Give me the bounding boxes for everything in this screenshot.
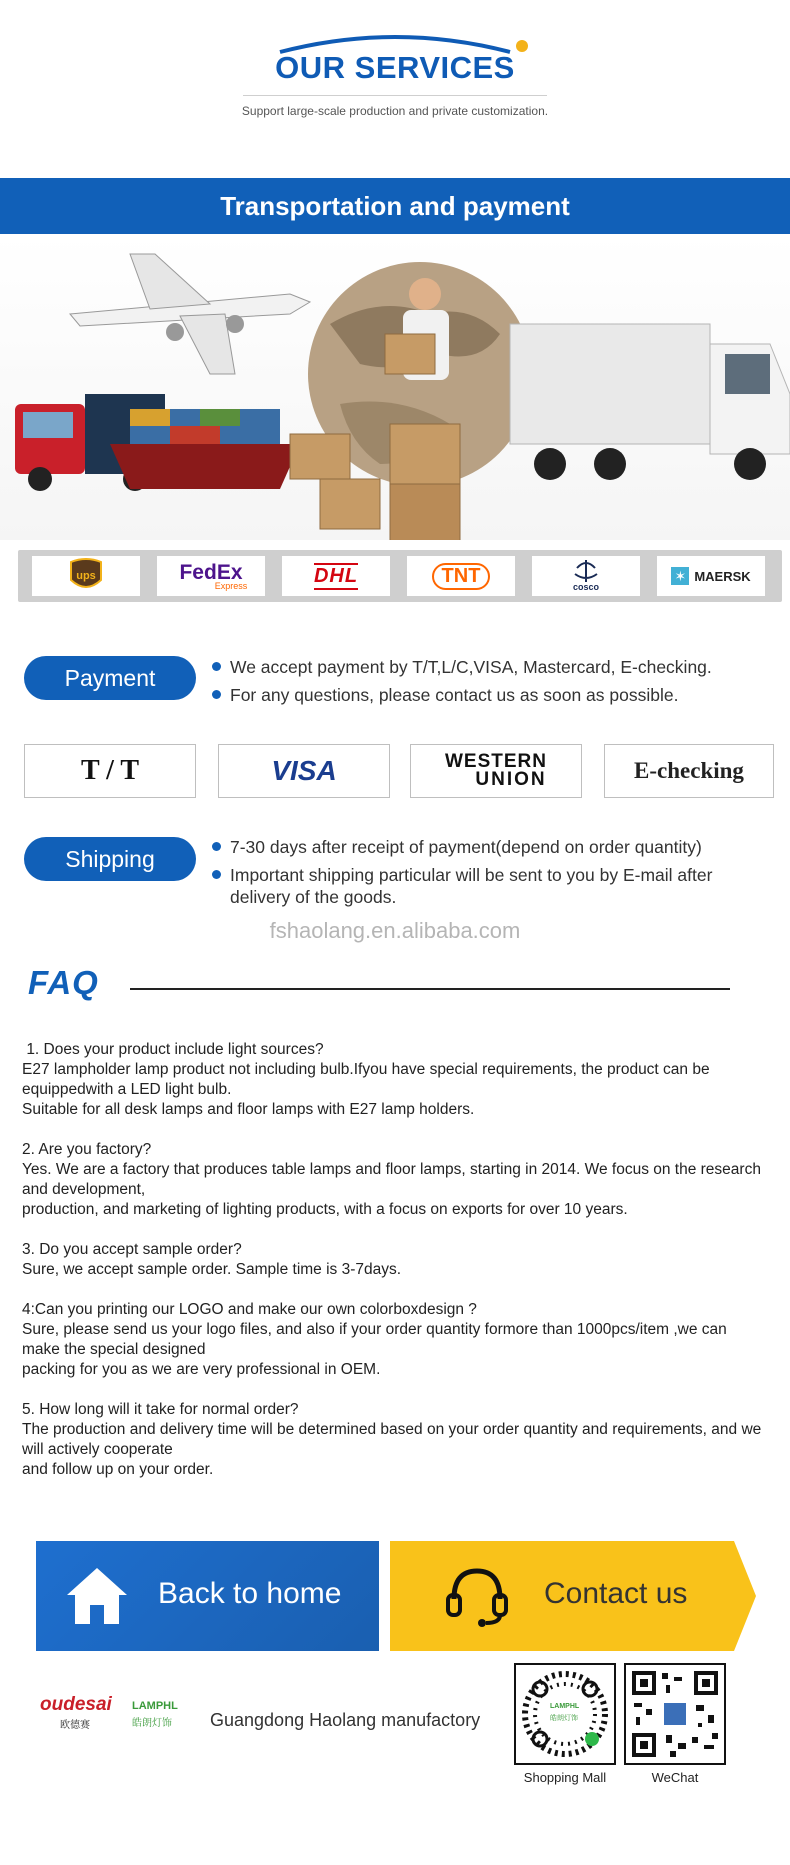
union-label: UNION: [475, 769, 547, 790]
faq-title: FAQ: [28, 964, 99, 1001]
payment-bullet-text: We accept payment by T/T,L/C,VISA, Mastercard, E-checking.: [230, 657, 712, 677]
transport-banner: Transportation and payment: [0, 178, 790, 234]
lamphl-cn-label: 皓朗灯饰: [132, 1718, 172, 1729]
faq-answer: Yes. We are a factory that produces table lamps and floor lamps, starting in 2014. We focus on the research and development,: [22, 1161, 766, 1198]
shipping-bullets: [212, 836, 772, 914]
shopping-mall-qr[interactable]: [514, 1663, 616, 1765]
faq-answer: E27 lampholder lamp product not including bulb.Ifyou have special requirements, the product can be equippedwith a LED light bulb.: [22, 1061, 714, 1098]
bullet-dot: [212, 842, 221, 851]
wechat-qr-icon: [626, 1665, 724, 1763]
transport-illustration: [0, 234, 790, 540]
dhl-label: DHL: [314, 563, 358, 590]
faq-question: 2. Are you factory?: [22, 1141, 152, 1158]
shipping-bullet: [212, 836, 772, 858]
faq-item: [22, 1400, 766, 1480]
watermark: fshaolang.en.alibaba.com: [269, 918, 521, 943]
payment-pill: Payment: [24, 656, 196, 700]
carrier-logo-strip: [18, 550, 782, 602]
maersk-star-icon: ✶: [671, 567, 689, 585]
faq-divider: [130, 988, 730, 990]
shopping-mall-label: Shopping Mall: [523, 1770, 607, 1785]
fedex-label: FedEx: [179, 561, 243, 584]
faq-item: [22, 1300, 762, 1380]
faq-answer: Suitable for all desk lamps and floor lamps with E27 lamp holders.: [22, 1101, 475, 1118]
home-icon: [64, 1565, 130, 1627]
back-to-home-button[interactable]: [36, 1541, 379, 1651]
wechat-qr[interactable]: [624, 1663, 726, 1765]
visa-card: [218, 744, 390, 798]
fedex-sub-label: Express: [214, 581, 248, 591]
maersk-label: MAERSK: [694, 568, 751, 584]
transport-scene-icon: [0, 234, 790, 540]
payment-bullet: [212, 684, 772, 706]
payment-bullet-text: For any questions, please contact us as soon as possible.: [230, 685, 679, 705]
faq-item: [22, 1140, 766, 1220]
faq-answer: Sure, please send us your logo files, and also if your order quantity formore than 1000pcs/item ,we can make the special designed: [22, 1321, 732, 1358]
faq-question: 5. How long will it take for normal order?: [22, 1401, 299, 1418]
bullet-dot: [212, 870, 221, 879]
tnt-label: TNT: [432, 563, 491, 590]
contact-us-button[interactable]: [390, 1541, 756, 1651]
ups-label: ups: [76, 570, 96, 582]
e-checking-card: [604, 744, 774, 798]
qr-center-cn-label: 皓朗灯饰: [550, 1715, 578, 1722]
faq-question: 4:Can you printing our LOGO and make our own colorboxdesign ?: [22, 1301, 477, 1318]
e-checking-label: E-checking: [634, 758, 744, 783]
faq-answer: and follow up on your order.: [22, 1461, 214, 1478]
ups-logo-icon: [32, 556, 140, 596]
faq-answer: Sure, we accept sample order. Sample time is 3-7days.: [22, 1261, 402, 1278]
faq-item: [22, 1040, 762, 1120]
dhl-logo-icon: [282, 556, 390, 596]
lamphl-label: LAMPHL: [132, 1700, 178, 1712]
bullet-dot: [212, 662, 221, 671]
contact-us-label: Contact us: [544, 1577, 688, 1610]
visa-label: VISA: [271, 755, 337, 786]
faq-item: [22, 1240, 762, 1280]
western-union-card: [410, 744, 582, 798]
shipping-bullet: [212, 864, 772, 908]
faq-answer: The production and delivery time will be determined based on your order quantity and requirements, and we will actively cooperate: [22, 1421, 766, 1458]
qr-center-label: LAMPHL: [550, 1703, 580, 1710]
services-title: OUR SERVICES: [275, 50, 515, 85]
header-divider: [243, 95, 547, 96]
tnt-logo-icon: [407, 556, 515, 596]
cosco-label: cosco: [572, 582, 599, 592]
faq-answer: packing for you as we are very professional in OEM.: [22, 1361, 381, 1378]
payment-bullet: [212, 656, 772, 678]
fedex-logo-icon: [157, 556, 265, 596]
bullet-dot: [212, 690, 221, 699]
oudesai-cn-label: 欧德赛: [60, 1720, 90, 1731]
cosco-logo-icon: [532, 556, 640, 596]
services-subtitle: Support large-scale production and private customization.: [241, 104, 549, 118]
maersk-logo-icon: [657, 556, 765, 596]
tt-label: T / T: [80, 755, 140, 786]
oudesai-label: oudesai: [40, 1694, 112, 1715]
shipping-bullet-text: 7-30 days after receipt of payment(depend on order quantity): [230, 837, 702, 857]
company-name: Guangdong Haolang manufactory: [210, 1710, 481, 1730]
western-label: WESTERN: [445, 751, 547, 772]
services-header: [0, 0, 790, 178]
tt-card: [24, 744, 196, 798]
wechat-label: WeChat: [651, 1770, 699, 1785]
oudesai-logo: [40, 1694, 130, 1731]
faq-answer: production, and marketing of lighting products, with a focus on exports for over 10 years.: [22, 1201, 628, 1218]
back-to-home-label: Back to home: [158, 1577, 342, 1610]
shipping-pill: Shipping: [24, 837, 196, 881]
shipping-bullet-text: Important shipping particular will be sent to you by E-mail after delivery of the goods.: [230, 865, 713, 907]
faq-question: 1. Does your product include light sources?: [22, 1041, 324, 1058]
lamphl-logo: [132, 1696, 202, 1729]
headset-icon: [444, 1565, 510, 1627]
faq-list: [22, 1040, 766, 1500]
faq-question: 3. Do you accept sample order?: [22, 1241, 242, 1258]
payment-bullets: [212, 656, 772, 712]
